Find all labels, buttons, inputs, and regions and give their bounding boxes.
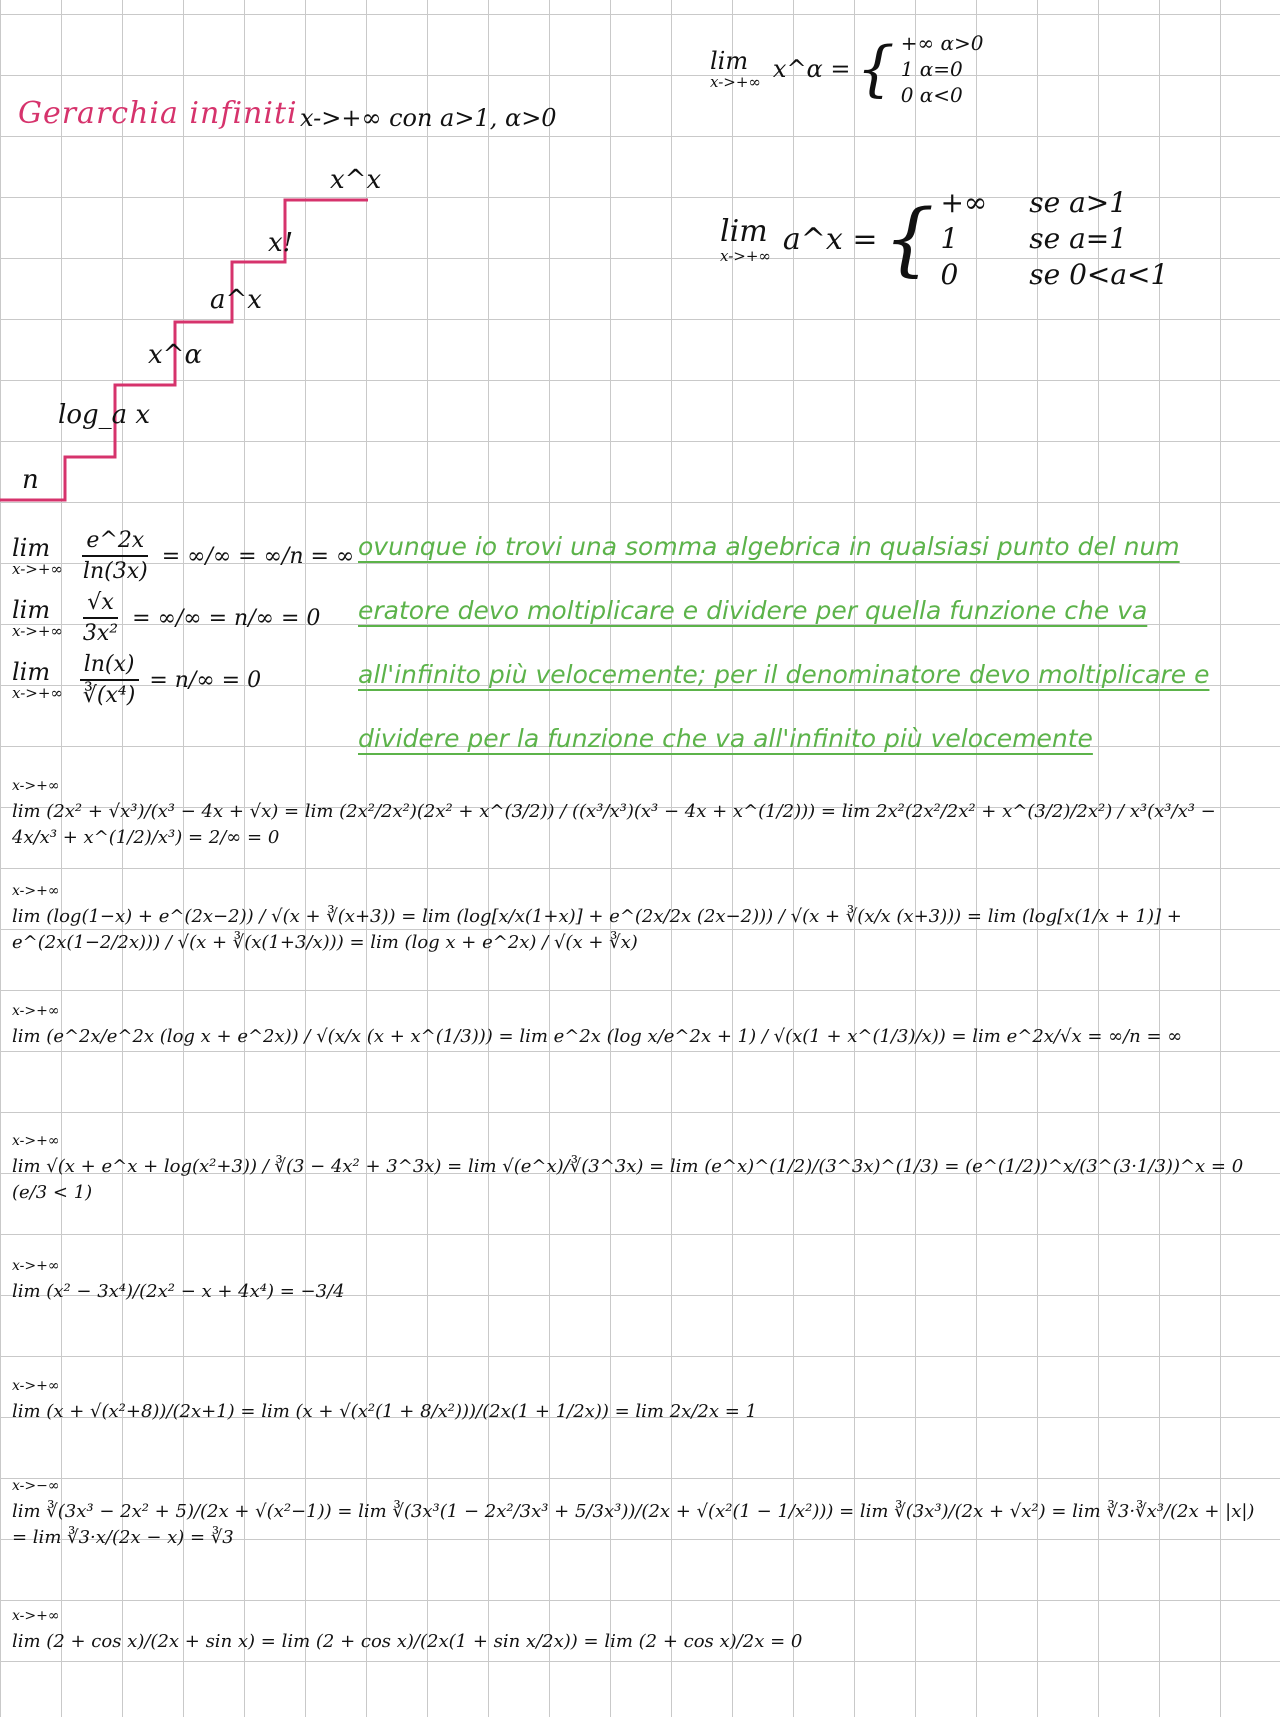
exp-limit-case-3-value: 0	[940, 258, 959, 291]
left-limit-2-den: 3x²	[82, 621, 119, 646]
left-limit-2-sub: x->+∞	[12, 622, 63, 640]
exercise-7	[12, 1475, 1262, 1551]
exercise-6-text: lim (x + √(x²+8))/(2x+1) = lim (x + √(x²(1 + 8/x²)))/(2x(1 + 1/2x)) = lim 2x/2x = 1	[12, 1401, 757, 1422]
exercise-2-text: lim (log(1−x) + e^(2x−2)) / √(x + ∛(x+3)) = lim (log[x/x(1+x)] + e^(2x/2x (2x−2))) / √(x + ∛(x/x (x+3))) = lim (log[x(1/x + 1)] + e^(2x(1−2/2x))) / √(x + ∛(x(1+3/x))) = lim (log x + e^2x) / √(x + ∛x)	[12, 906, 1182, 953]
power-limit-case-1: +∞ α>0	[900, 31, 984, 55]
left-limit-1-num: e^2x	[82, 528, 148, 557]
stair-step-n: n	[22, 465, 39, 495]
left-limit-1	[12, 528, 354, 584]
left-limit-1-lim: lim	[12, 534, 51, 562]
exp-limit-expr: a^x =	[782, 221, 878, 257]
power-limit-lim: lim	[710, 47, 749, 75]
exp-limit-case-3-cond: se 0<a<1	[1029, 258, 1169, 291]
green-note-line-4: dividere per la funzione che va all'infinito più velocemente	[358, 724, 1093, 753]
power-limit	[710, 30, 983, 108]
stair-step-exp: a^x	[210, 285, 262, 315]
exercise-7-sub: x->−∞	[12, 1478, 60, 1494]
exercise-1-sub: x->+∞	[12, 778, 60, 794]
left-limit-1-rest: = ∞/∞ = ∞/n = ∞	[161, 543, 355, 569]
left-limit-2-num: √x	[83, 590, 117, 619]
exp-limit-brace: {	[883, 192, 935, 285]
exercise-8-sub: x->+∞	[12, 1608, 60, 1624]
left-limit-3-lim: lim	[12, 658, 51, 686]
exercise-2	[12, 880, 1262, 956]
exercise-4	[12, 1130, 1262, 1206]
exercise-1	[12, 775, 1262, 851]
exercise-4-text: lim √(x + e^x + log(x²+3)) / ∛(3 − 4x² + 3^3x) = lim √(e^x)/∛(3^3x) = lim (e^x)^(1/2)/(3^3x)^(1/3) = (e^(1/2))^x/(3^(3·1/3))^x = 0 (e/3 < 1)	[12, 1156, 1244, 1203]
power-limit-expr: x^α =	[772, 55, 851, 83]
exercise-1-text: lim (2x² + √x³)/(x³ − 4x + √x) = lim (2x²/2x²)(2x² + x^(3/2)) / ((x³/x³)(x³ − 4x + x^(1/2))) = lim 2x²(2x²/2x² + x^(3/2)/2x²) / x³(x³/x³ − 4x/x³ + x^(1/2)/x³) = 2/∞ = 0	[12, 801, 1216, 848]
exercise-5	[12, 1255, 1262, 1305]
exp-limit	[720, 185, 1168, 293]
hierarchy-condition: x->+∞ con a>1, α>0	[300, 104, 557, 132]
left-limit-3-rest: = n/∞ = 0	[149, 667, 262, 693]
exercise-3-text: lim (e^2x/e^2x (log x + e^2x)) / √(x/x (x + x^(1/3))) = lim e^2x (log x/e^2x + 1) / √(x(1 + x^(1/3)/x)) = lim e^2x/√x = ∞/n = ∞	[12, 1026, 1183, 1047]
exercise-3	[12, 1000, 1262, 1050]
left-limit-3	[12, 652, 261, 708]
left-limit-3-num: ln(x)	[80, 652, 139, 681]
exp-limit-lim: lim	[720, 213, 768, 249]
exercise-5-sub: x->+∞	[12, 1258, 60, 1274]
left-limit-1-sub: x->+∞	[12, 560, 63, 578]
green-note-line-3: all'infinito più velocemente; per il denominatore devo moltiplicare e	[358, 660, 1210, 689]
green-note-line-1: ovunque io trovi una somma algebrica in qualsiasi punto del num	[358, 532, 1180, 561]
left-limit-1-den: ln(3x)	[82, 559, 148, 584]
left-limit-3-sub: x->+∞	[12, 684, 63, 702]
exp-limit-sub: x->+∞	[720, 246, 771, 265]
left-limit-3-den: ∛(x⁴)	[82, 683, 136, 708]
power-limit-sub: x->+∞	[710, 73, 761, 91]
exercise-4-sub: x->+∞	[12, 1133, 60, 1149]
power-limit-case-2: 1 α=0	[900, 57, 963, 81]
page-title: Gerarchia infiniti	[18, 96, 298, 131]
exp-limit-case-1-value: +∞	[940, 186, 988, 219]
exercise-6	[12, 1375, 1262, 1425]
exercise-8-text: lim (2 + cos x)/(2x + sin x) = lim (2 + cos x)/(2x(1 + sin x/2x)) = lim (2 + cos x)/2x = 0	[12, 1631, 803, 1652]
exercise-5-text: lim (x² − 3x⁴)/(2x² − x + 4x⁴) = −3/4	[12, 1281, 345, 1302]
stair-step-factorial: x!	[268, 228, 294, 258]
stair-step-xx: x^x	[330, 165, 382, 195]
exercise-8	[12, 1605, 1262, 1655]
exercise-6-sub: x->+∞	[12, 1378, 60, 1394]
exp-limit-case-2-value: 1	[940, 222, 959, 255]
stair-step-log: log_a x	[58, 400, 151, 430]
left-limit-2-lim: lim	[12, 596, 51, 624]
stair-step-power: x^α	[148, 340, 203, 370]
exp-limit-case-2-cond: se a=1	[1029, 222, 1128, 255]
exercise-7-text: lim ∛(3x³ − 2x² + 5)/(2x + √(x²−1)) = lim ∛(3x³(1 − 2x²/3x³ + 5/3x³))/(2x + √(x²(1 − 1/x²))) = lim ∛(3x³)/(2x + √x²) = lim ∛3·∛x³/(2x + |x|) = lim ∛3·x/(2x − x) = ∛3	[12, 1501, 1255, 1548]
power-limit-case-3: 0 α<0	[900, 83, 963, 107]
left-limit-2-rest: = ∞/∞ = n/∞ = 0	[132, 605, 321, 631]
green-note	[358, 515, 1209, 771]
green-note-line-2: eratore devo moltiplicare e dividere per quella funzione che va	[358, 596, 1148, 625]
left-limit-2	[12, 590, 320, 646]
exercise-3-sub: x->+∞	[12, 1003, 60, 1019]
exercise-2-sub: x->+∞	[12, 883, 60, 899]
exp-limit-case-1-cond: se a>1	[1029, 186, 1128, 219]
power-limit-brace: {	[856, 34, 895, 104]
